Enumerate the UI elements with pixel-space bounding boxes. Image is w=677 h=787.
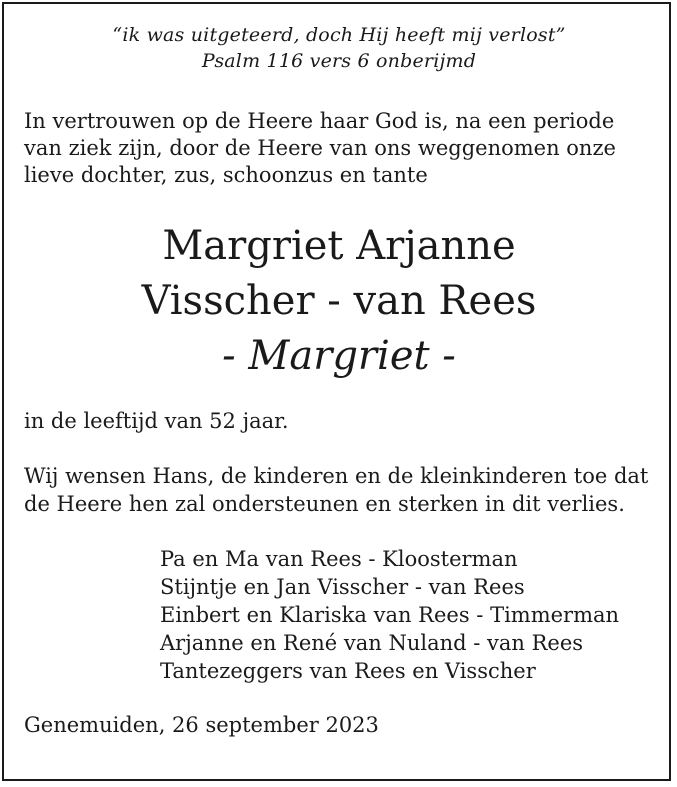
- deceased-given-names: Margriet Arjanne: [162, 223, 516, 269]
- intro-paragraph: [24, 108, 654, 189]
- wish-line: Wij wensen Hans, de kinderen en de kleinkinderen toe dat: [24, 464, 649, 488]
- place-and-date: Genemuiden, 26 september 2023: [24, 713, 379, 737]
- obituary-notice: [24, 22, 654, 739]
- bible-quote: [24, 22, 654, 74]
- deceased-surnames: Visscher - van Rees: [141, 278, 537, 324]
- family-line: Stijntje en Jan Visscher - van Rees: [160, 575, 525, 599]
- family-line: Tantezeggers van Rees en Visscher: [160, 659, 536, 683]
- wish-paragraph: [24, 462, 654, 518]
- quote-reference: Psalm 116 vers 6 onberijmd: [201, 50, 477, 72]
- intro-line: lieve dochter, zus, schoonzus en tante: [24, 163, 428, 187]
- age-text: in de leeftijd van 52 jaar.: [24, 409, 289, 433]
- deceased-nickname: - Margriet -: [222, 333, 456, 379]
- quote-text: “ik was uitgeteerd, doch Hij heeft mij verlost”: [112, 24, 566, 46]
- family-signatories: [24, 545, 654, 685]
- deceased-name: [24, 219, 654, 329]
- intro-line: van ziek zijn, door de Heere van ons weggenomen onze: [24, 136, 616, 160]
- wish-line: de Heere hen zal ondersteunen en sterken in dit verlies.: [24, 492, 625, 516]
- family-line: Arjanne en René van Nuland - van Rees: [160, 631, 584, 655]
- family-line: Pa en Ma van Rees - Kloosterman: [160, 547, 518, 571]
- intro-line: In vertrouwen op de Heere haar God is, na een periode: [24, 109, 615, 133]
- family-line: Einbert en Klariska van Rees - Timmerman: [160, 603, 620, 627]
